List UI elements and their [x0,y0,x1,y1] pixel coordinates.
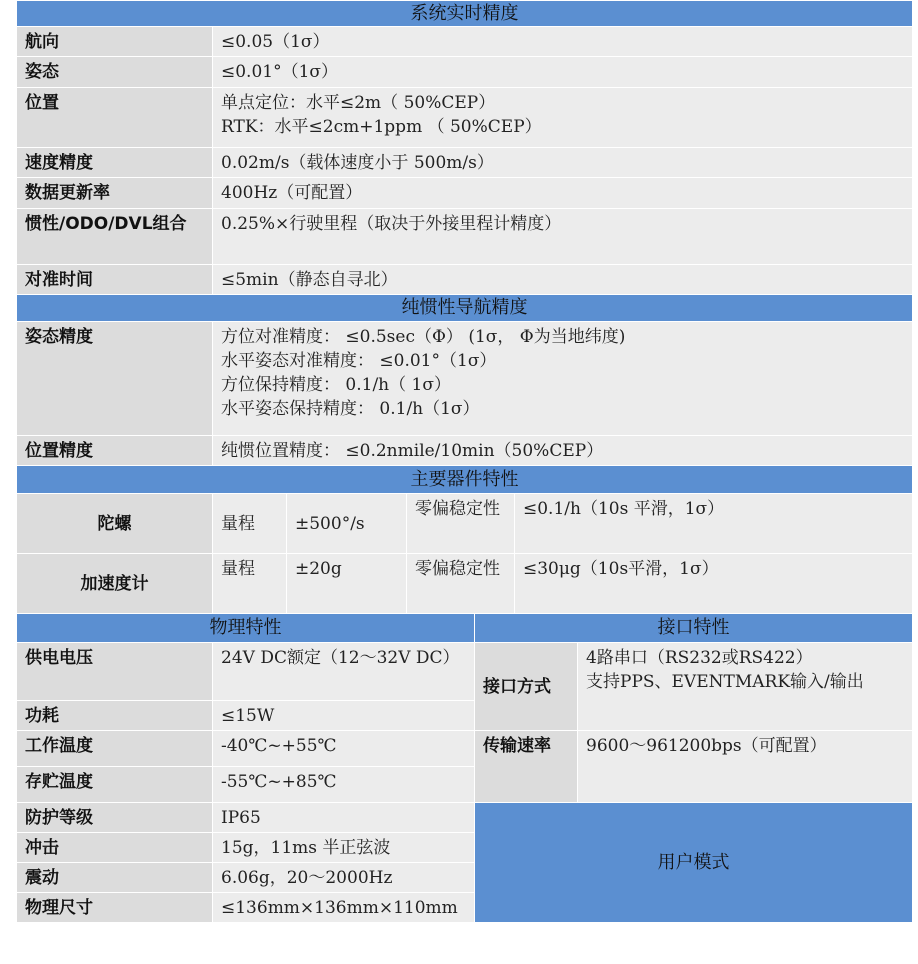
row-label: 姿态精度 [17,322,213,436]
row-value: IP65 [213,803,475,833]
row-value: 0.25%×行驶里程（取决于外接里程计精度） [213,209,913,265]
component-bias-label: 零偏稳定性 [407,554,515,614]
row-value: ≤0.05（1σ） [213,27,913,57]
component-bias-label: 零偏稳定性 [407,494,515,554]
component-name: 加速度计 [17,554,213,614]
section-title-inertial: 纯惯性导航精度 [17,295,913,322]
component-name: 陀螺 [17,494,213,554]
row-label: 位置 [17,88,213,148]
row-value: ≤0.01°（1σ） [213,57,913,88]
row-value: 6.06g，20～2000Hz [213,863,475,893]
row-label: 位置精度 [17,436,213,466]
row-label: 数据更新率 [17,178,213,209]
row-value: 15g，11ms 半正弦波 [213,833,475,863]
row-label: 对准时间 [17,265,213,295]
component-range-label: 量程 [213,554,287,614]
row-label: 存贮温度 [17,767,213,803]
row-value: -55℃~+85℃ [213,767,475,803]
row-value: 单点定位：水平≤2m（ 50%CEP） RTK：水平≤2cm+1ppm （ 50%CEP） [213,88,913,148]
component-bias: ≤0.1/h（10s 平滑，1σ） [515,494,913,554]
user-mode-panel: 用户模式 [475,803,913,923]
row-value: 0.02m/s（载体速度小于 500m/s） [213,148,913,178]
interface-label: 传输速率 [475,731,578,803]
section-title-system: 系统实时精度 [17,1,913,27]
row-value: 方位对准精度： ≤0.5sec（Φ） (1σ， Φ为当地纬度) 水平姿态对准精度： ≤0.01°（1σ） 方位保持精度： 0.1/h（ 1σ） 水平姿态保持精度： 0.1/h（1σ） [213,322,913,436]
section-title-components: 主要器件特性 [17,466,913,494]
row-value: ≤15W [213,701,475,731]
row-value: ≤5min（静态自寻北） [213,265,913,295]
interface-label: 接口方式 [475,643,578,731]
section-title-physical: 物理特性 [17,614,475,643]
row-label: 功耗 [17,701,213,731]
component-bias: ≤30μg（10s平滑，1σ） [515,554,913,614]
row-value: 24V DC额定（12～32V DC） [213,643,475,701]
component-range: ±20g [287,554,407,614]
row-value: ≤136mm×136mm×110mm [213,893,475,923]
row-label: 姿态 [17,57,213,88]
row-value: 400Hz（可配置） [213,178,913,209]
spec-table [16,0,913,923]
row-value: 纯惯位置精度： ≤0.2nmile/10min（50%CEP） [213,436,913,466]
row-value: -40℃~+55℃ [213,731,475,767]
row-label: 航向 [17,27,213,57]
spec-sheet [16,0,912,923]
component-range: ±500°/s [287,494,407,554]
section-title-interface: 接口特性 [475,614,913,643]
row-label: 工作温度 [17,731,213,767]
interface-value: 4路串口（RS232或RS422） 支持PPS、EVENTMARK输入/输出 [578,643,913,731]
row-label: 震动 [17,863,213,893]
row-label: 冲击 [17,833,213,863]
row-label: 速度精度 [17,148,213,178]
component-range-label: 量程 [213,494,287,554]
row-label: 物理尺寸 [17,893,213,923]
row-label: 惯性/ODO/DVL组合 [17,209,213,265]
row-label: 防护等级 [17,803,213,833]
row-label: 供电电压 [17,643,213,701]
interface-value: 9600～961200bps（可配置） [578,731,913,803]
